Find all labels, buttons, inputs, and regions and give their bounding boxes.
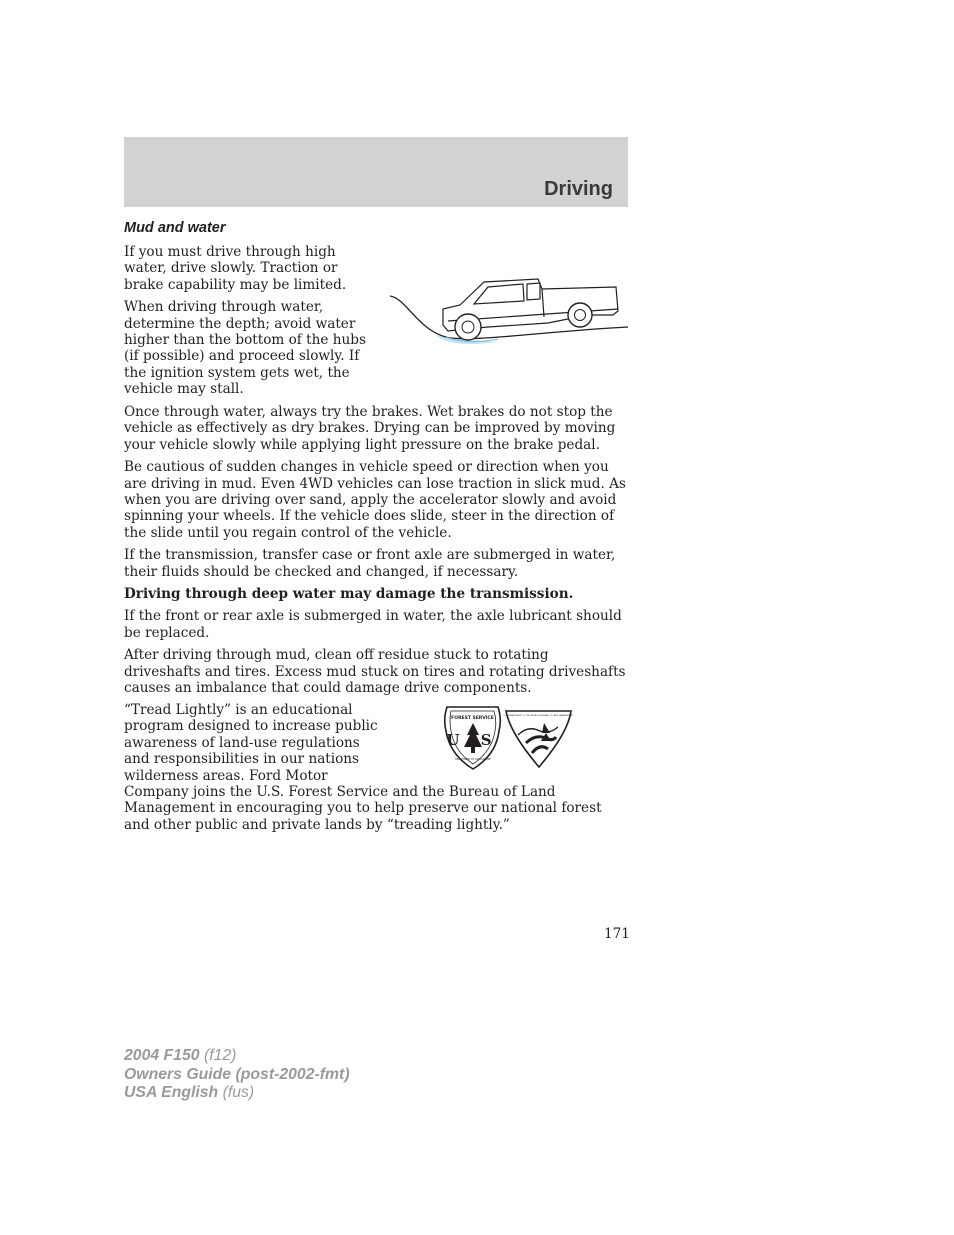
section-title: Driving — [544, 178, 613, 200]
paragraph-tread-lightly-start: “Tread Lightly” is an educational program designed to increase public awareness of land-use regulations and responsibilities in our nations wilderness areas. Ford Motor — [124, 702, 378, 784]
paragraph-axle-lubricant: If the front or rear axle is submerged in water, the axle lubricant should be replaced. — [124, 608, 622, 641]
paragraph-tread-lightly-end: Company joins the U.S. Forest Service and the Bureau of Land Management in encouraging you to help preserve our national forest and other public and private lands by “treading lightly.” — [124, 784, 602, 833]
svg-text:U S: U S — [446, 731, 500, 749]
footer-line-3: USA English (fus) — [124, 1084, 255, 1101]
tread-lightly-intro — [124, 702, 384, 784]
paragraph-wet-brakes: Once through water, always try the brakes. Wet brakes do not stop the vehicle as effectively as dry brakes. Drying can be improved by moving your vehicle slowly while applying light pressure on the brake pedal. — [124, 404, 616, 453]
section-header-band — [124, 137, 628, 207]
blm-logo — [504, 711, 574, 767]
main-text-block — [124, 404, 628, 703]
paragraph-mud-driving: Be cautious of sudden changes in vehicle speed or direction when you are driving in mud. Even 4WD vehicles can lose traction in slick mud. As when you are driving over sand, apply the accelerator slowly and avoid spinning your wheels. If the vehicle does slide, steer in the direction of the slide until you regain control of the vehicle. — [124, 459, 626, 541]
footer-line-1: 2004 F150 (f12) — [124, 1047, 237, 1064]
front-wheel — [455, 314, 481, 340]
paragraph-water-depth: When driving through water, determine the depth; avoid water higher than the bottom of the hubs (if possible) and proceed slowly. If the ignition system gets wet, the vehicle may stall. — [124, 299, 366, 398]
intro-text-block — [124, 244, 374, 404]
forest-service-shield-logo — [445, 707, 501, 769]
agency-logos — [440, 703, 574, 773]
paragraph-high-water: If you must drive through high water, drive slowly. Traction or brake capability may be limited. — [124, 244, 347, 293]
svg-text:U.S. DEPARTMENT OF THE INTERIO: U.S. DEPARTMENT OF THE INTERIOR BUREAU OF LAND MANAGEMENT — [503, 715, 574, 717]
footer-line-2: Owners Guide (post-2002-fmt) — [124, 1065, 350, 1083]
paragraph-submerged-fluids: If the transmission, transfer case or front axle are submerged in water, their fluids should be checked and changed, if necessary. — [124, 547, 616, 580]
paragraph-clean-residue: After driving through mud, clean off residue stuck to rotating driveshafts and tires. Excess mud stuck on tires and rotating driveshafts causes an imbalance that could damage drive components. — [124, 647, 626, 697]
document-footer — [124, 1047, 350, 1103]
tread-lightly-continued — [124, 784, 628, 833]
warning-deep-water: Driving through deep water may damage the transmission. — [124, 586, 574, 603]
truck-in-water-illustration — [388, 265, 630, 350]
page-number: 171 — [604, 926, 630, 942]
subsection-heading: Mud and water — [124, 220, 226, 236]
rear-wheel — [568, 303, 592, 327]
svg-text:DEPARTMENT OF AGRICULTURE: DEPARTMENT OF AGRICULTURE — [455, 758, 491, 761]
svg-text:FOREST SERVICE: FOREST SERVICE — [451, 716, 494, 721]
